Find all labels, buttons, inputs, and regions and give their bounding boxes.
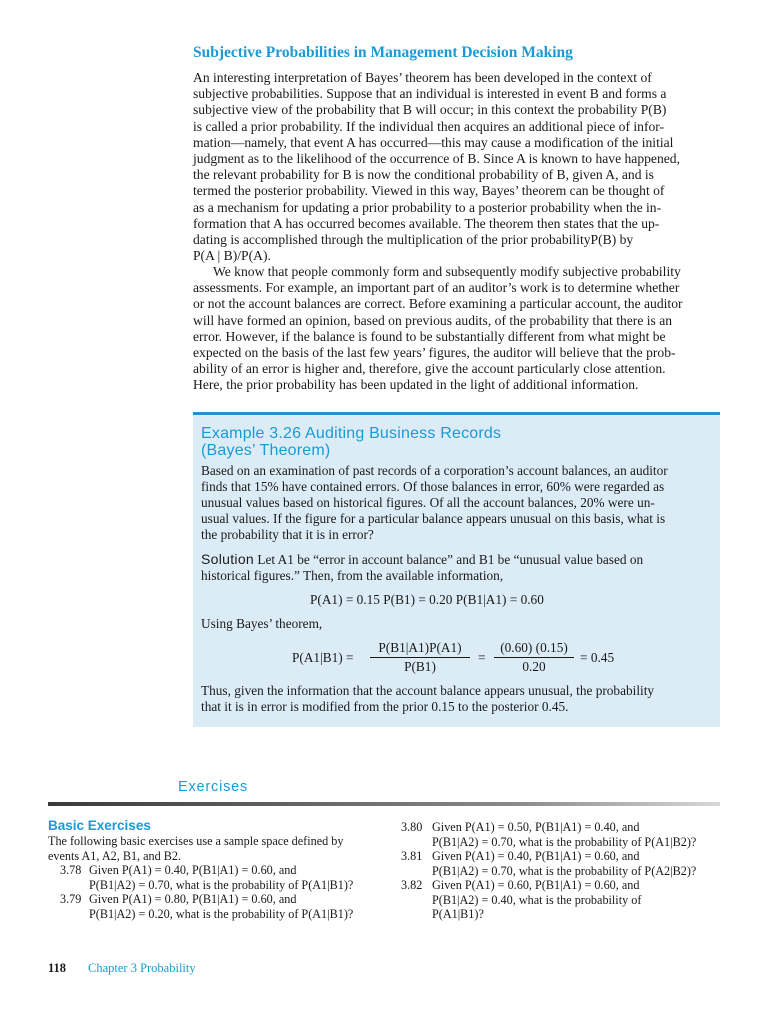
exercise-number: 3.79 [60, 892, 82, 906]
exercise-line: P(B1|A2) = 0.40, what is the probability of [432, 892, 642, 907]
exercises-intro [48, 834, 388, 863]
body-line: Here, the prior probability has been updated in the light of additional information. [193, 377, 639, 393]
body-line: We know that people commonly form and subsequently modify subjective probability [213, 264, 681, 279]
body-line: An interesting interpretation of Bayes’ theorem has been developed in the context of [193, 70, 652, 85]
exercise-item [432, 820, 732, 849]
exercise-item [432, 849, 732, 878]
body-line: or not the account balances are correct. Before examining a particular account, the auditor [193, 296, 683, 312]
bayes-denominator-values: 0.20 [522, 659, 546, 674]
exercise-line: Given P(A1) = 0.40, P(B1|A1) = 0.60, and [89, 863, 297, 877]
page-number: 118 [48, 961, 67, 975]
exercise-number: 3.80 [401, 820, 423, 834]
problem-line: unusual values based on historical figures. Of all the account balances, 20% were un- [201, 495, 655, 510]
body-line: assessments. For example, an important part of an auditor’s work is to determine whether [193, 280, 680, 296]
fraction-bar [494, 657, 574, 658]
problem-line: usual values. If the figure for a particular balance appears unusual on this basis, what is [201, 511, 666, 526]
body-line: termed the posterior probability. Viewed in this way, Bayes’ theorem can be thought of [193, 183, 665, 199]
exercise-number: 3.82 [401, 878, 423, 892]
exercise-item [89, 863, 389, 892]
body-line: formation that A has occurred becomes available. The theorem then states that the up- [193, 215, 660, 231]
givens-formula: P(A1) = 0.15 P(B1) = 0.20 P(B1|A1) = 0.60 [310, 592, 544, 607]
solution-line: historical figures.” Then, from the available information, [201, 568, 504, 583]
intro-line: The following basic exercises use a sample space defined by [48, 834, 344, 848]
problem-line: the probability that it is in error? [201, 527, 374, 542]
body-line: error. However, if the balance is found to be substantially different from what might be [193, 328, 666, 344]
body-line: mation—namely, that event A has occurred—this may cause a modification of the initial [193, 134, 674, 150]
exercise-line: Given P(A1) = 0.80, P(B1|A1) = 0.60, and [89, 892, 297, 906]
exercise-number: 3.78 [60, 863, 82, 877]
exercise-line: Given P(A1) = 0.50, P(B1|A1) = 0.40, and [432, 820, 640, 834]
intro-paragraph [193, 70, 720, 264]
body-line: ability of an error is higher and, therefore, give the account particularly close attention. [193, 361, 666, 377]
bayes-lhs: P(A1|B1) = [292, 650, 354, 665]
example-title-line: (Bayes’ Theorem) [201, 442, 331, 459]
example-conclusion [201, 683, 713, 715]
body-line: will have formed an opinion, based on previous audits, of the probability that there is an [193, 312, 673, 328]
exercise-line: P(B1|A2) = 0.70, what is the probability of P(A1|B2)? [432, 834, 697, 849]
problem-line: finds that 15% have contained errors. Of those balances in error, 60% were regarded as [201, 479, 665, 494]
chapter-running-footer: Chapter 3 Probability [88, 961, 196, 975]
bayes-denominator: P(B1) [404, 659, 436, 674]
conclusion-line: Thus, given the information that the account balance appears unusual, the probability [201, 683, 655, 698]
solution-text [201, 551, 713, 584]
body-line: is called a prior probability. If the individual then acquires an additional piece of infor- [193, 118, 665, 134]
solution-line: Let A1 be “error in account balance” and B1 be “unusual value based on [257, 552, 644, 567]
problem-line: Based on an examination of past records of a corporation’s account balances, an auditor [201, 463, 668, 478]
exercise-line: P(B1|A2) = 0.70, what is the probability of P(A1|B1)? [89, 877, 354, 892]
exercise-line: P(A1|B1)? [432, 907, 484, 922]
body-line: the relevant probability for B is now the conditional probability of B, given A, and is [193, 167, 654, 183]
basic-exercises-heading: Basic Exercises [48, 818, 151, 833]
body-line: dating is accomplished through the multiplication of the prior probabilityP(B) by [193, 232, 634, 248]
exercise-line: Given P(A1) = 0.40, P(B1|A1) = 0.60, and [432, 849, 640, 863]
body-line: subjective probabilities. Suppose that an individual is interested in event B and forms a [193, 86, 667, 102]
equals-sign: = [478, 650, 486, 665]
exercises-divider [48, 802, 720, 806]
bayes-numerator: P(B1|A1)P(A1) [378, 640, 462, 655]
body-line: P(A | B)/P(A). [193, 248, 271, 264]
fraction-bar [370, 657, 470, 658]
example-title [201, 425, 621, 459]
intro-line: events A1, A2, B1, and B2. [48, 848, 182, 863]
exercises-heading: Exercises [178, 779, 249, 795]
solution-label: Solution [201, 551, 254, 567]
exercise-item [432, 878, 732, 922]
example-title-line: Example 3.26 Auditing Business Records [201, 425, 502, 442]
body-line: expected on the basis of the last few years’ figures, the auditor will believe that the prob- [193, 345, 676, 361]
body-line: judgment as to the likelihood of the occurrence of B. Since A is known to have happened, [193, 151, 680, 167]
using-bayes-text: Using Bayes’ theorem, [201, 616, 323, 631]
bayes-result: = 0.45 [580, 650, 615, 665]
body-line: subjective view of the probability that B will occur; in this context the probability P(B) [193, 102, 667, 118]
exercise-number: 3.81 [401, 849, 423, 863]
exercise-line: Given P(A1) = 0.60, P(B1|A1) = 0.60, and [432, 878, 640, 892]
exercise-line: P(B1|A2) = 0.20, what is the probability of P(A1|B1)? [89, 906, 354, 921]
example-problem [201, 463, 713, 543]
exercise-line: P(B1|A2) = 0.70, what is the probability of P(A2|B2)? [432, 863, 697, 878]
exercise-item [89, 892, 389, 921]
bayes-numerator-values: (0.60) (0.15) [500, 640, 568, 655]
body-line: as a mechanism for updating a prior probability to a posterior probability when the in- [193, 199, 662, 215]
auditor-paragraph [193, 264, 720, 394]
section-title: Subjective Probabilities in Management Decision Making [193, 44, 573, 61]
conclusion-line: that it is in error is modified from the prior 0.15 to the posterior 0.45. [201, 699, 569, 714]
